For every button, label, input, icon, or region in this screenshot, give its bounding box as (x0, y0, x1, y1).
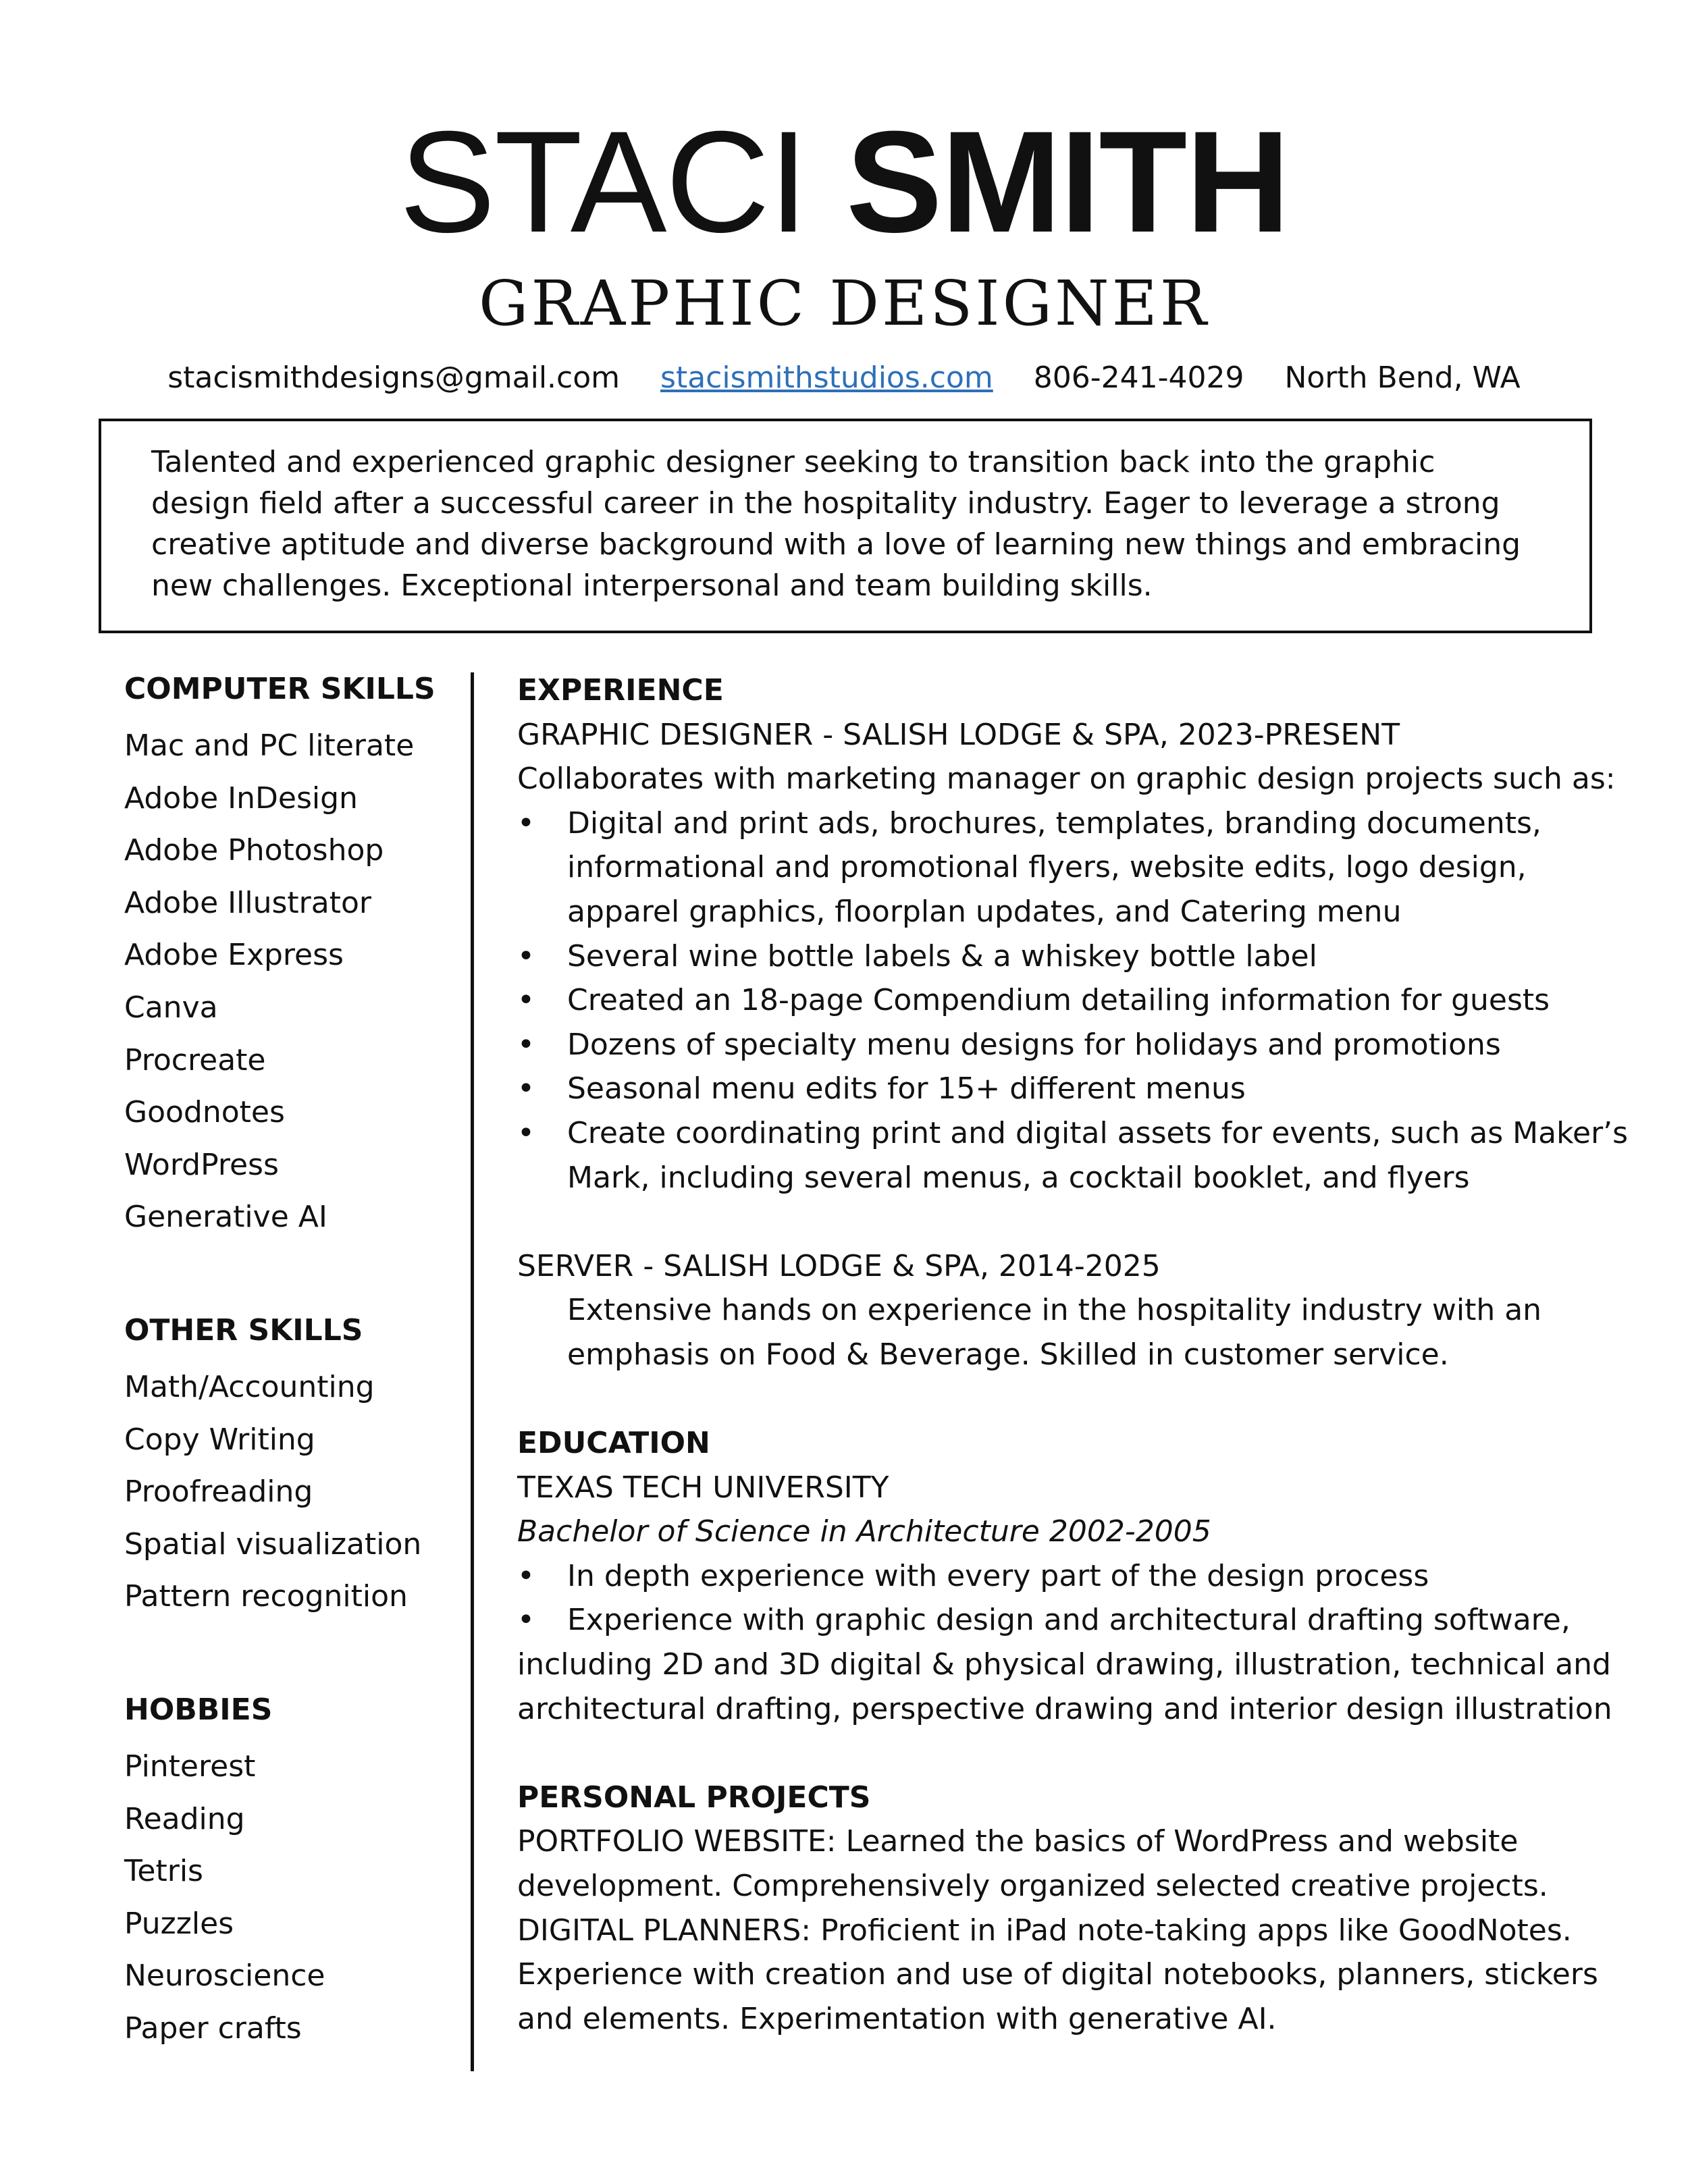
other-skills-list (124, 1361, 442, 1623)
education-degree: Bachelor of Science in Architecture 2002-2005 (517, 1514, 1211, 1549)
list-item: Reading (124, 1801, 245, 1836)
job1-intro: Collaborates with marketing manager on graphic design projects such as: (517, 762, 1616, 797)
list-item: Adobe Illustrator (124, 885, 371, 920)
bullet-icon: • (517, 1603, 535, 1638)
list-item: Adobe InDesign (124, 780, 358, 816)
bullet-text: Created an 18-page Compendium detailing information for guests (567, 983, 1550, 1018)
bullet-icon: • (517, 1071, 535, 1107)
bullet-icon: • (517, 983, 535, 1018)
job-title: GRAPHIC DESIGNER (478, 267, 1210, 340)
last-name: SMITH (846, 101, 1289, 263)
project-planners-label: DIGITAL PLANNERS (517, 1913, 801, 1948)
bullet-text: Several wine bottle labels & a whiskey bottle label (567, 938, 1317, 974)
list-item: Puzzles (124, 1906, 234, 1941)
list-item: Adobe Photoshop (124, 833, 384, 868)
bullet-icon: • (517, 1115, 535, 1150)
bullet-text: Seasonal menu edits for 15+ different menus (567, 1071, 1246, 1107)
list-item: Neuroscience (124, 1959, 325, 1994)
list-item (517, 1067, 1638, 1111)
computer-skills-list (124, 720, 442, 1244)
bullet-icon: • (517, 1558, 535, 1593)
list-item (517, 801, 1638, 934)
bullet-text: Create coordinating print and digital assets for events, such as Maker’s Mark, including several menus, a cocktail booklet, and flyers (567, 1115, 1629, 1195)
computer-skills-section (124, 668, 442, 1244)
education-bullets (517, 1554, 1638, 1599)
list-item: Tetris (124, 1854, 203, 1889)
hobbies-section (124, 1689, 442, 2055)
other-skills-section (124, 1310, 442, 1623)
list-item: Pinterest (124, 1749, 256, 1784)
education-heading: EDUCATION (517, 1426, 710, 1461)
education-bullet-2 (517, 1598, 1638, 1731)
other-skills-heading: OTHER SKILLS (124, 1312, 363, 1348)
first-name: STACI (399, 101, 808, 263)
right-column (517, 668, 1638, 2041)
list-item (517, 1554, 1638, 1599)
project-portfolio-label: PORTFOLIO WEBSITE (517, 1824, 826, 1859)
job2-title: SERVER - SALISH LODGE & SPA, 2014-2025 (517, 1248, 1161, 1283)
contact-location: North Bend, WA (1284, 361, 1521, 395)
project-portfolio (517, 1819, 1638, 1908)
list-item (517, 978, 1638, 1023)
list-item: Mac and PC literate (124, 728, 415, 763)
project-portfolio-text: : Learned the basics of WordPress and website development. Comprehensively organized selected creative projects. (517, 1824, 1548, 1904)
summary-box (99, 419, 1592, 633)
list-item: WordPress (124, 1147, 279, 1182)
column-divider (471, 672, 474, 2071)
list-item (517, 1111, 1638, 1200)
summary-text: Talented and experienced graphic designer seeking to transition back into the graphic design field after a successful career in the hospitality industry. Eager to leverage a strong creative aptitude and diverse background with a love of learning new things and embracing new challenges. Exceptional interpersonal and team building skills. (151, 445, 1521, 603)
job2-description: Extensive hands on experience in the hospitality industry with an emphasis on Food & Beverage. Skilled in customer service. (567, 1293, 1542, 1372)
bullet-text: Dozens of specialty menu designs for holidays and promotions (567, 1027, 1501, 1062)
bullet-icon: • (517, 805, 535, 841)
list-item: Procreate (124, 1042, 266, 1077)
list-item: Math/Accounting (124, 1369, 375, 1404)
list-item: Canva (124, 990, 218, 1025)
list-item: Generative AI (124, 1200, 327, 1235)
hobbies-list (124, 1740, 442, 2055)
bullet-icon: • (517, 1027, 535, 1062)
list-item: Copy Writing (124, 1422, 315, 1457)
job1-bullets (517, 801, 1638, 1200)
list-item (517, 1023, 1638, 1067)
project-planners (517, 1909, 1638, 2042)
list-item: Proofreading (124, 1474, 313, 1510)
bullet-icon: • (517, 938, 535, 974)
list-item: Pattern recognition (124, 1579, 408, 1614)
education-school: TEXAS TECH UNIVERSITY (517, 1470, 889, 1505)
computer-skills-heading: COMPUTER SKILLS (124, 672, 436, 706)
hobbies-heading: HOBBIES (124, 1692, 273, 1727)
contact-email: stacismithdesigns@gmail.com (167, 361, 621, 395)
candidate-name (0, 101, 1688, 263)
list-item: Paper crafts (124, 2010, 302, 2046)
experience-heading: EXPERIENCE (517, 673, 724, 708)
bullet-text: Digital and print ads, brochures, templates, branding documents, informational and promotional flyers, website edits, logo design, apparel graphics, floorplan updates, and Catering menu (567, 805, 1541, 929)
bullet-text: Experience with graphic design and architectural drafting software, including 2D and 3D digital & physical drawing, illustration, technical and architectural drafting, perspective drawing and interior design illustration (517, 1603, 1612, 1726)
job1-title: GRAPHIC DESIGNER - SALISH LODGE & SPA, 2023-PRESENT (517, 717, 1400, 752)
projects-heading: PERSONAL PROJECTS (517, 1780, 871, 1815)
list-item: Spatial visualization (124, 1526, 422, 1562)
list-item (517, 934, 1638, 979)
bullet-text: In depth experience with every part of the design process (567, 1558, 1429, 1593)
list-item: Goodnotes (124, 1095, 285, 1130)
contact-phone: 806-241-4029 (1033, 361, 1244, 395)
project-planners-text: : Proficient in iPad note-taking apps like GoodNotes. Experience with creation and use of digital notebooks, planners, stickers and elements. Experimentation with generative AI. (517, 1913, 1598, 2036)
contact-bar (0, 358, 1688, 398)
contact-website-link[interactable]: stacismithstudios.com (660, 361, 993, 395)
list-item: Adobe Express (124, 938, 344, 973)
left-column (124, 668, 442, 2121)
